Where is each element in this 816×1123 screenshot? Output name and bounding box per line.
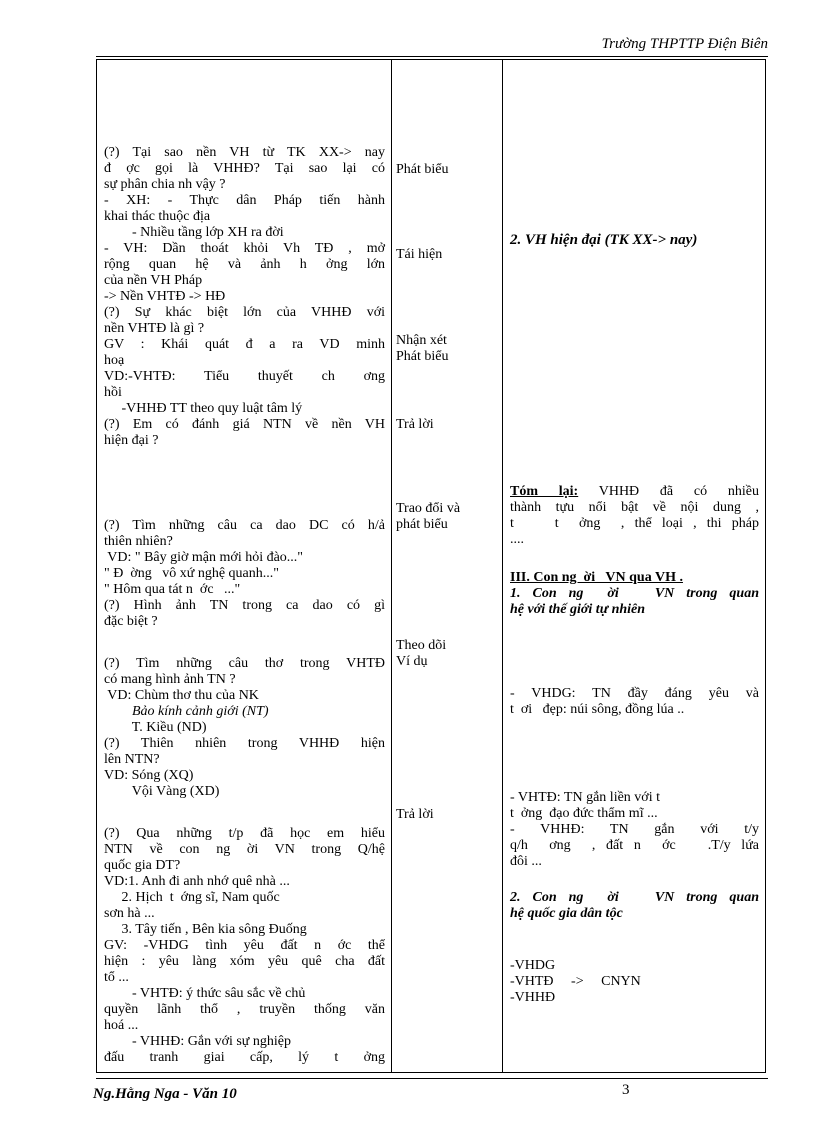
text-line: GV: -VHDG tình yêu đất n ớc thể — [104, 938, 385, 953]
text-line: VD:-VHTĐ: Tiểu thuyết ch ơng — [104, 369, 385, 384]
text-line: (?) Thiên nhiên trong VHHĐ hiện — [104, 736, 385, 751]
text-line: VD:1. Anh đi anh nhớ quê nhà ... — [104, 874, 290, 889]
text-line: - XH: - Thực dân Pháp tiến hành — [104, 193, 385, 208]
text-line: hồi — [104, 385, 122, 400]
text-line: sự phân chia nh vậy ? — [104, 177, 226, 192]
text-line: - VH: Dần thoát khỏi Vh TĐ , mở — [104, 241, 385, 256]
text-span: VHHĐ đã có nhiều — [578, 484, 759, 499]
text-line: nền VHTĐ là gì ? — [104, 321, 205, 336]
text-line: VD: " Bây giờ mận mới hỏi đào..." — [104, 550, 304, 565]
subsection-heading: 1. Con ng ời VN trong quan — [510, 586, 759, 601]
subsection-heading: hệ quốc gia dân tộc — [510, 906, 623, 921]
footer-author: Ng.Hằng Nga - Văn 10 — [93, 1086, 237, 1102]
text-line: Vội Vàng (XD) — [104, 784, 220, 799]
text-line: - Nhiều tầng lớp XH ra đời — [104, 225, 284, 240]
lesson-table — [96, 59, 766, 1073]
subsection-heading: hệ với thế giới tự nhiên — [510, 602, 646, 617]
text-line: -VHDG — [510, 958, 556, 973]
text-line: Trả lời — [396, 807, 434, 822]
text-line: (?) Hình ảnh TN trong ca dao có gì — [104, 598, 385, 613]
text-line: Bảo kính cảnh giới (NT) — [104, 704, 269, 719]
text-line: tổ ... — [104, 970, 129, 985]
text-line: t ởng đạo đức thẩm mĩ ... — [510, 806, 658, 821]
text-line: (?) Tại sao nền VH từ TK XX-> nay — [104, 145, 385, 160]
text-line: Ví dụ — [396, 654, 428, 669]
text-line: đôi ... — [510, 854, 542, 869]
section-heading: III. Con ng ời VN qua VH . — [510, 570, 683, 585]
text-line: - VHTĐ: ý thức sâu sắc về chủ — [104, 986, 306, 1001]
text-line: hoạ — [104, 353, 125, 368]
text-line: - VHDG: TN đầy đáng yêu và — [510, 686, 759, 701]
text-line: VD: Chùm thơ thu của NK — [104, 688, 259, 703]
text-line: hiện : yêu làng xóm yêu quê cha đất — [104, 954, 385, 969]
text-line: đ ợc gọi là VHHĐ? Tại sao lại có — [104, 161, 385, 176]
text-line: - VHHĐ: TN gắn với t/y — [510, 822, 759, 837]
text-line: của nền VH Pháp — [104, 273, 203, 288]
text-line: rộng quan hệ và ảnh h ởng lớn — [104, 257, 385, 272]
text-line: -VHHĐ — [510, 990, 556, 1005]
text-line: VD: Sóng (XQ) — [104, 768, 194, 783]
text-line: Tái hiện — [396, 247, 443, 262]
text-line: lên NTN? — [104, 752, 160, 767]
text-line: -VHTĐ -> CNYN — [510, 974, 641, 989]
text-line: 3. Tây tiến , Bên kia sông Đuống — [104, 922, 307, 937]
text-line: phát biểu — [396, 517, 448, 532]
text-line: Nhận xét — [396, 333, 447, 348]
text-line: -> Nền VHTĐ -> HĐ — [104, 289, 226, 304]
summary-label: Tóm lại: — [510, 484, 579, 499]
text-line: t t ởng , thể loại , thi pháp — [510, 516, 759, 531]
text-line: (?) Tìm những câu ca dao DC có h/ả — [104, 518, 385, 533]
text-line: " Hôm qua tát n ớc ..." — [104, 582, 241, 597]
text-line: - VHHĐ: Gắn với sự nghiệp — [104, 1034, 291, 1049]
text-line: q/h ơng , đất n ớc .T/y lứa — [510, 838, 759, 853]
text-line: đấu tranh giai cấp, lý t ởng — [104, 1050, 385, 1065]
text-line: hiện đại ? — [104, 433, 159, 448]
text-line: (?) Qua những t/p đã học em hiểu — [104, 826, 385, 841]
text-line: đặc biệt ? — [104, 614, 158, 629]
text-line: sơn hà ... — [104, 906, 155, 921]
page-number: 3 — [622, 1082, 630, 1098]
summary-line — [510, 484, 759, 500]
text-line: 2. Hịch t ớng sĩ, Nam quốc — [104, 890, 280, 905]
text-line: Theo dõi — [396, 638, 447, 653]
text-line: thiên nhiên? — [104, 534, 173, 549]
text-line: (?) Tìm những câu thơ trong VHTĐ — [104, 656, 385, 671]
text-line: quốc gia DT? — [104, 858, 181, 873]
text-line: Phát biểu — [396, 162, 449, 177]
text-line: t ơi đẹp: núi sông, đồng lúa .. — [510, 702, 685, 717]
subsection-heading: 2. Con ng ời VN trong quan — [510, 890, 759, 905]
school-header: Trường THPTTP Điện Biên — [601, 36, 768, 52]
text-line: NTN về con ng ời VN trong Q/hệ — [104, 842, 385, 857]
text-line: khai thác thuộc địa — [104, 209, 211, 224]
text-line: Trả lời — [396, 417, 434, 432]
text-line: GV : Khái quát đ a ra VD minh — [104, 337, 385, 352]
text-line: có mang hình ảnh TN ? — [104, 672, 236, 687]
text-line: (?) Em có đánh giá NTN về nền VH — [104, 417, 385, 432]
text-line: T. Kiều (ND) — [104, 720, 207, 735]
section-heading: 2. VH hiện đại (TK XX-> nay) — [510, 232, 698, 248]
text-line: Phát biểu — [396, 349, 449, 364]
footer-rule — [96, 1078, 768, 1079]
text-line: " Đ ờng vô xứ nghệ quanh..." — [104, 566, 279, 581]
text-line: thành tựu nổi bật về nội dung , — [510, 500, 759, 515]
header-rule — [96, 56, 768, 57]
text-line: .... — [510, 532, 524, 547]
text-line: quyền lãnh thổ , truyền thống văn — [104, 1002, 385, 1017]
text-line: (?) Sự khác biệt lớn của VHHĐ với — [104, 305, 385, 320]
text-line: hoá ... — [104, 1018, 139, 1033]
text-line: Trao đổi và — [396, 501, 461, 516]
content-column — [503, 60, 765, 1072]
student-activity-column — [392, 60, 502, 1072]
text-line: - VHTĐ: TN gắn liền với t — [510, 790, 660, 805]
text-line: -VHHĐ TT theo quy luật tâm lý — [104, 401, 303, 416]
teacher-activity-column — [97, 60, 391, 1072]
